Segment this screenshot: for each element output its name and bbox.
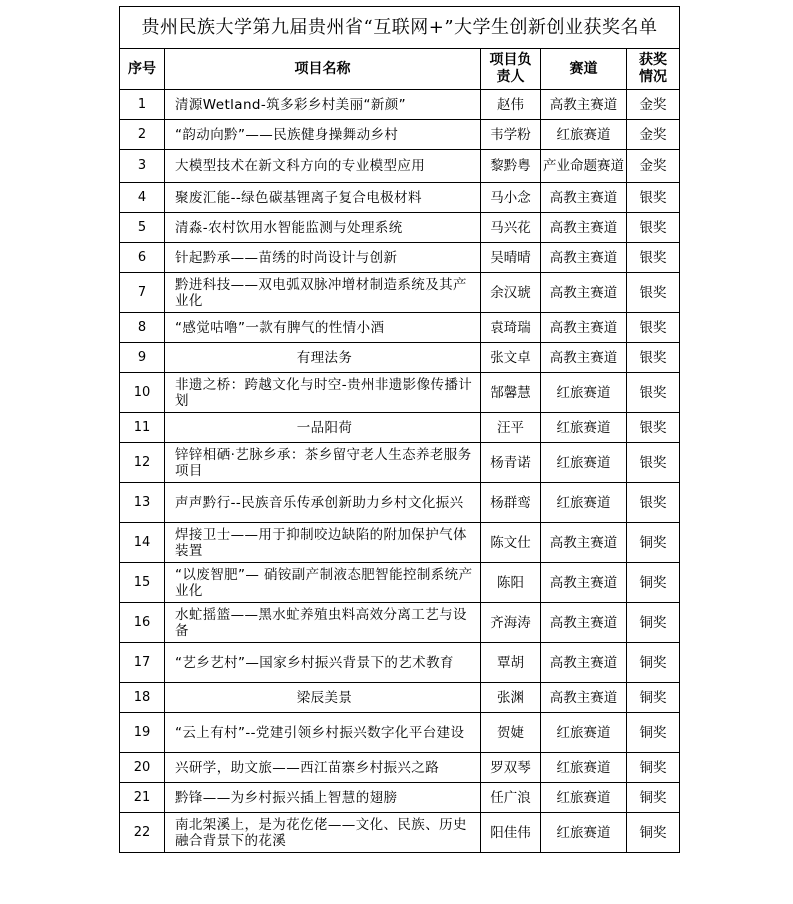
row-project-name: 一品阳荷 <box>165 413 481 443</box>
row-award: 银奖 <box>627 373 680 413</box>
row-award: 银奖 <box>627 413 680 443</box>
row-project-name: 南北架溪上，是为花仡佬——文化、民族、历史融合背景下的花溪 <box>165 813 481 853</box>
row-leader: 马兴花 <box>481 213 541 243</box>
row-award: 铜奖 <box>627 753 680 783</box>
row-award: 银奖 <box>627 243 680 273</box>
table-row <box>120 413 680 443</box>
row-project-name: 大模型技术在新文科方向的专业模型应用 <box>165 150 481 183</box>
row-track: 红旅赛道 <box>541 483 627 523</box>
header-track: 赛道 <box>541 49 627 90</box>
row-leader: 汪平 <box>481 413 541 443</box>
table-row <box>120 343 680 373</box>
row-leader: 张文卓 <box>481 343 541 373</box>
row-award: 银奖 <box>627 213 680 243</box>
table-row <box>120 373 680 413</box>
row-leader: 郜馨慧 <box>481 373 541 413</box>
row-leader: 齐海涛 <box>481 603 541 643</box>
header-award-line1: 获奖 <box>639 52 668 68</box>
row-track: 红旅赛道 <box>541 413 627 443</box>
table-row <box>120 783 680 813</box>
row-leader: 袁琦瑞 <box>481 313 541 343</box>
row-leader: 贺婕 <box>481 713 541 753</box>
row-track: 高教主赛道 <box>541 643 627 683</box>
row-leader: 阳佳伟 <box>481 813 541 853</box>
row-project-name: 焊接卫士——用于抑制咬边缺陷的附加保护气体装置 <box>165 523 481 563</box>
row-track: 高教主赛道 <box>541 563 627 603</box>
row-project-name: 清淼-农村饮用水智能监测与处理系统 <box>165 213 481 243</box>
row-award: 铜奖 <box>627 563 680 603</box>
table-row <box>120 683 680 713</box>
row-leader: 罗双琴 <box>481 753 541 783</box>
table-row <box>120 183 680 213</box>
row-track: 红旅赛道 <box>541 120 627 150</box>
row-leader: 杨群鸾 <box>481 483 541 523</box>
row-project-name: 锌锌相硒·艺脉乡承：茶乡留守老人生态养老服务项目 <box>165 443 481 483</box>
row-award: 银奖 <box>627 313 680 343</box>
row-track: 产业命题赛道 <box>541 150 627 183</box>
table-row <box>120 120 680 150</box>
row-leader: 任广浪 <box>481 783 541 813</box>
header-leader <box>481 49 541 90</box>
row-no: 21 <box>120 783 165 813</box>
row-track: 高教主赛道 <box>541 273 627 313</box>
header-leader-line2: 责人 <box>496 69 525 85</box>
row-no: 11 <box>120 413 165 443</box>
row-no: 5 <box>120 213 165 243</box>
row-leader: 黎黔粤 <box>481 150 541 183</box>
header-no: 序号 <box>120 49 165 90</box>
table-row <box>120 150 680 183</box>
row-track: 高教主赛道 <box>541 603 627 643</box>
row-project-name: 兴研学，助文旅——西江苗寨乡村振兴之路 <box>165 753 481 783</box>
row-track: 高教主赛道 <box>541 243 627 273</box>
table-row <box>120 483 680 523</box>
row-track: 高教主赛道 <box>541 90 627 120</box>
table-row <box>120 213 680 243</box>
page-title: 贵州民族大学第九届贵州省“互联网+”大学生创新创业获奖名单 <box>120 7 680 49</box>
row-no: 17 <box>120 643 165 683</box>
table-row <box>120 643 680 683</box>
row-project-name: 水虻摇篮——黑水虻养殖虫料高效分离工艺与设备 <box>165 603 481 643</box>
row-no: 19 <box>120 713 165 753</box>
row-no: 2 <box>120 120 165 150</box>
header-leader-line1: 项目负 <box>489 52 532 68</box>
row-award: 铜奖 <box>627 783 680 813</box>
row-no: 20 <box>120 753 165 783</box>
row-award: 铜奖 <box>627 523 680 563</box>
row-project-name: 针起黔承——苗绣的时尚设计与创新 <box>165 243 481 273</box>
table-body <box>120 90 680 853</box>
table-row <box>120 713 680 753</box>
row-leader: 马小念 <box>481 183 541 213</box>
row-award: 银奖 <box>627 343 680 373</box>
row-track: 高教主赛道 <box>541 313 627 343</box>
table-row <box>120 813 680 853</box>
row-no: 15 <box>120 563 165 603</box>
row-track: 高教主赛道 <box>541 343 627 373</box>
row-award: 银奖 <box>627 183 680 213</box>
row-track: 红旅赛道 <box>541 443 627 483</box>
row-no: 13 <box>120 483 165 523</box>
row-track: 红旅赛道 <box>541 813 627 853</box>
row-no: 16 <box>120 603 165 643</box>
row-project-name: 有理法务 <box>165 343 481 373</box>
row-leader: 覃胡 <box>481 643 541 683</box>
row-track: 红旅赛道 <box>541 753 627 783</box>
table-row <box>120 523 680 563</box>
title-row <box>120 7 680 49</box>
table-row <box>120 563 680 603</box>
row-project-name: “韵动向黔”——民族健身操舞动乡村 <box>165 120 481 150</box>
row-track: 高教主赛道 <box>541 183 627 213</box>
row-leader: 杨青诺 <box>481 443 541 483</box>
row-no: 18 <box>120 683 165 713</box>
row-project-name: 声声黔行--民族音乐传承创新助力乡村文化振兴 <box>165 483 481 523</box>
row-no: 22 <box>120 813 165 853</box>
row-no: 7 <box>120 273 165 313</box>
row-award: 铜奖 <box>627 643 680 683</box>
row-project-name: “云上有村”--党建引领乡村振兴数字化平台建设 <box>165 713 481 753</box>
row-track: 高教主赛道 <box>541 213 627 243</box>
table-row <box>120 753 680 783</box>
row-leader: 吴晴晴 <box>481 243 541 273</box>
header-award <box>627 49 680 90</box>
row-leader: 赵伟 <box>481 90 541 120</box>
row-no: 9 <box>120 343 165 373</box>
row-project-name: 非遗之桥：跨越文化与时空-贵州非遗影像传播计划 <box>165 373 481 413</box>
row-leader: 张渊 <box>481 683 541 713</box>
row-award: 铜奖 <box>627 813 680 853</box>
table-row <box>120 313 680 343</box>
row-track: 红旅赛道 <box>541 783 627 813</box>
row-track: 高教主赛道 <box>541 683 627 713</box>
row-award: 金奖 <box>627 90 680 120</box>
row-award: 铜奖 <box>627 713 680 753</box>
row-award: 金奖 <box>627 120 680 150</box>
row-no: 12 <box>120 443 165 483</box>
row-track: 红旅赛道 <box>541 713 627 753</box>
table-row <box>120 443 680 483</box>
header-row <box>120 49 680 90</box>
row-project-name: “感觉咕噜”一款有脾气的性情小酒 <box>165 313 481 343</box>
row-no: 3 <box>120 150 165 183</box>
row-leader: 陈阳 <box>481 563 541 603</box>
row-track: 高教主赛道 <box>541 523 627 563</box>
row-no: 4 <box>120 183 165 213</box>
row-project-name: “艺乡艺村”—国家乡村振兴背景下的艺术教育 <box>165 643 481 683</box>
row-track: 红旅赛道 <box>541 373 627 413</box>
row-project-name: 黔进科技——双电弧双脉冲增材制造系统及其产业化 <box>165 273 481 313</box>
row-no: 1 <box>120 90 165 120</box>
table-row <box>120 243 680 273</box>
header-name: 项目名称 <box>165 49 481 90</box>
table-row <box>120 273 680 313</box>
header-award-line2: 情况 <box>639 69 668 85</box>
row-project-name: 清源Wetland-筑多彩乡村美丽“新颜” <box>165 90 481 120</box>
row-no: 10 <box>120 373 165 413</box>
table-row <box>120 603 680 643</box>
row-project-name: 聚废汇能--绿色碳基锂离子复合电极材料 <box>165 183 481 213</box>
row-leader: 韦学粉 <box>481 120 541 150</box>
row-award: 金奖 <box>627 150 680 183</box>
row-no: 14 <box>120 523 165 563</box>
row-award: 铜奖 <box>627 683 680 713</box>
row-no: 8 <box>120 313 165 343</box>
row-no: 6 <box>120 243 165 273</box>
row-leader: 陈文仕 <box>481 523 541 563</box>
row-award: 铜奖 <box>627 603 680 643</box>
row-award: 银奖 <box>627 273 680 313</box>
award-list-table <box>119 6 680 853</box>
row-award: 银奖 <box>627 443 680 483</box>
row-award: 银奖 <box>627 483 680 523</box>
table-row <box>120 90 680 120</box>
row-project-name: 梁辰美景 <box>165 683 481 713</box>
row-leader: 余汉琥 <box>481 273 541 313</box>
row-project-name: “以废智肥”— 硝铵副产制液态肥智能控制系统产业化 <box>165 563 481 603</box>
row-project-name: 黔锋——为乡村振兴插上智慧的翅膀 <box>165 783 481 813</box>
